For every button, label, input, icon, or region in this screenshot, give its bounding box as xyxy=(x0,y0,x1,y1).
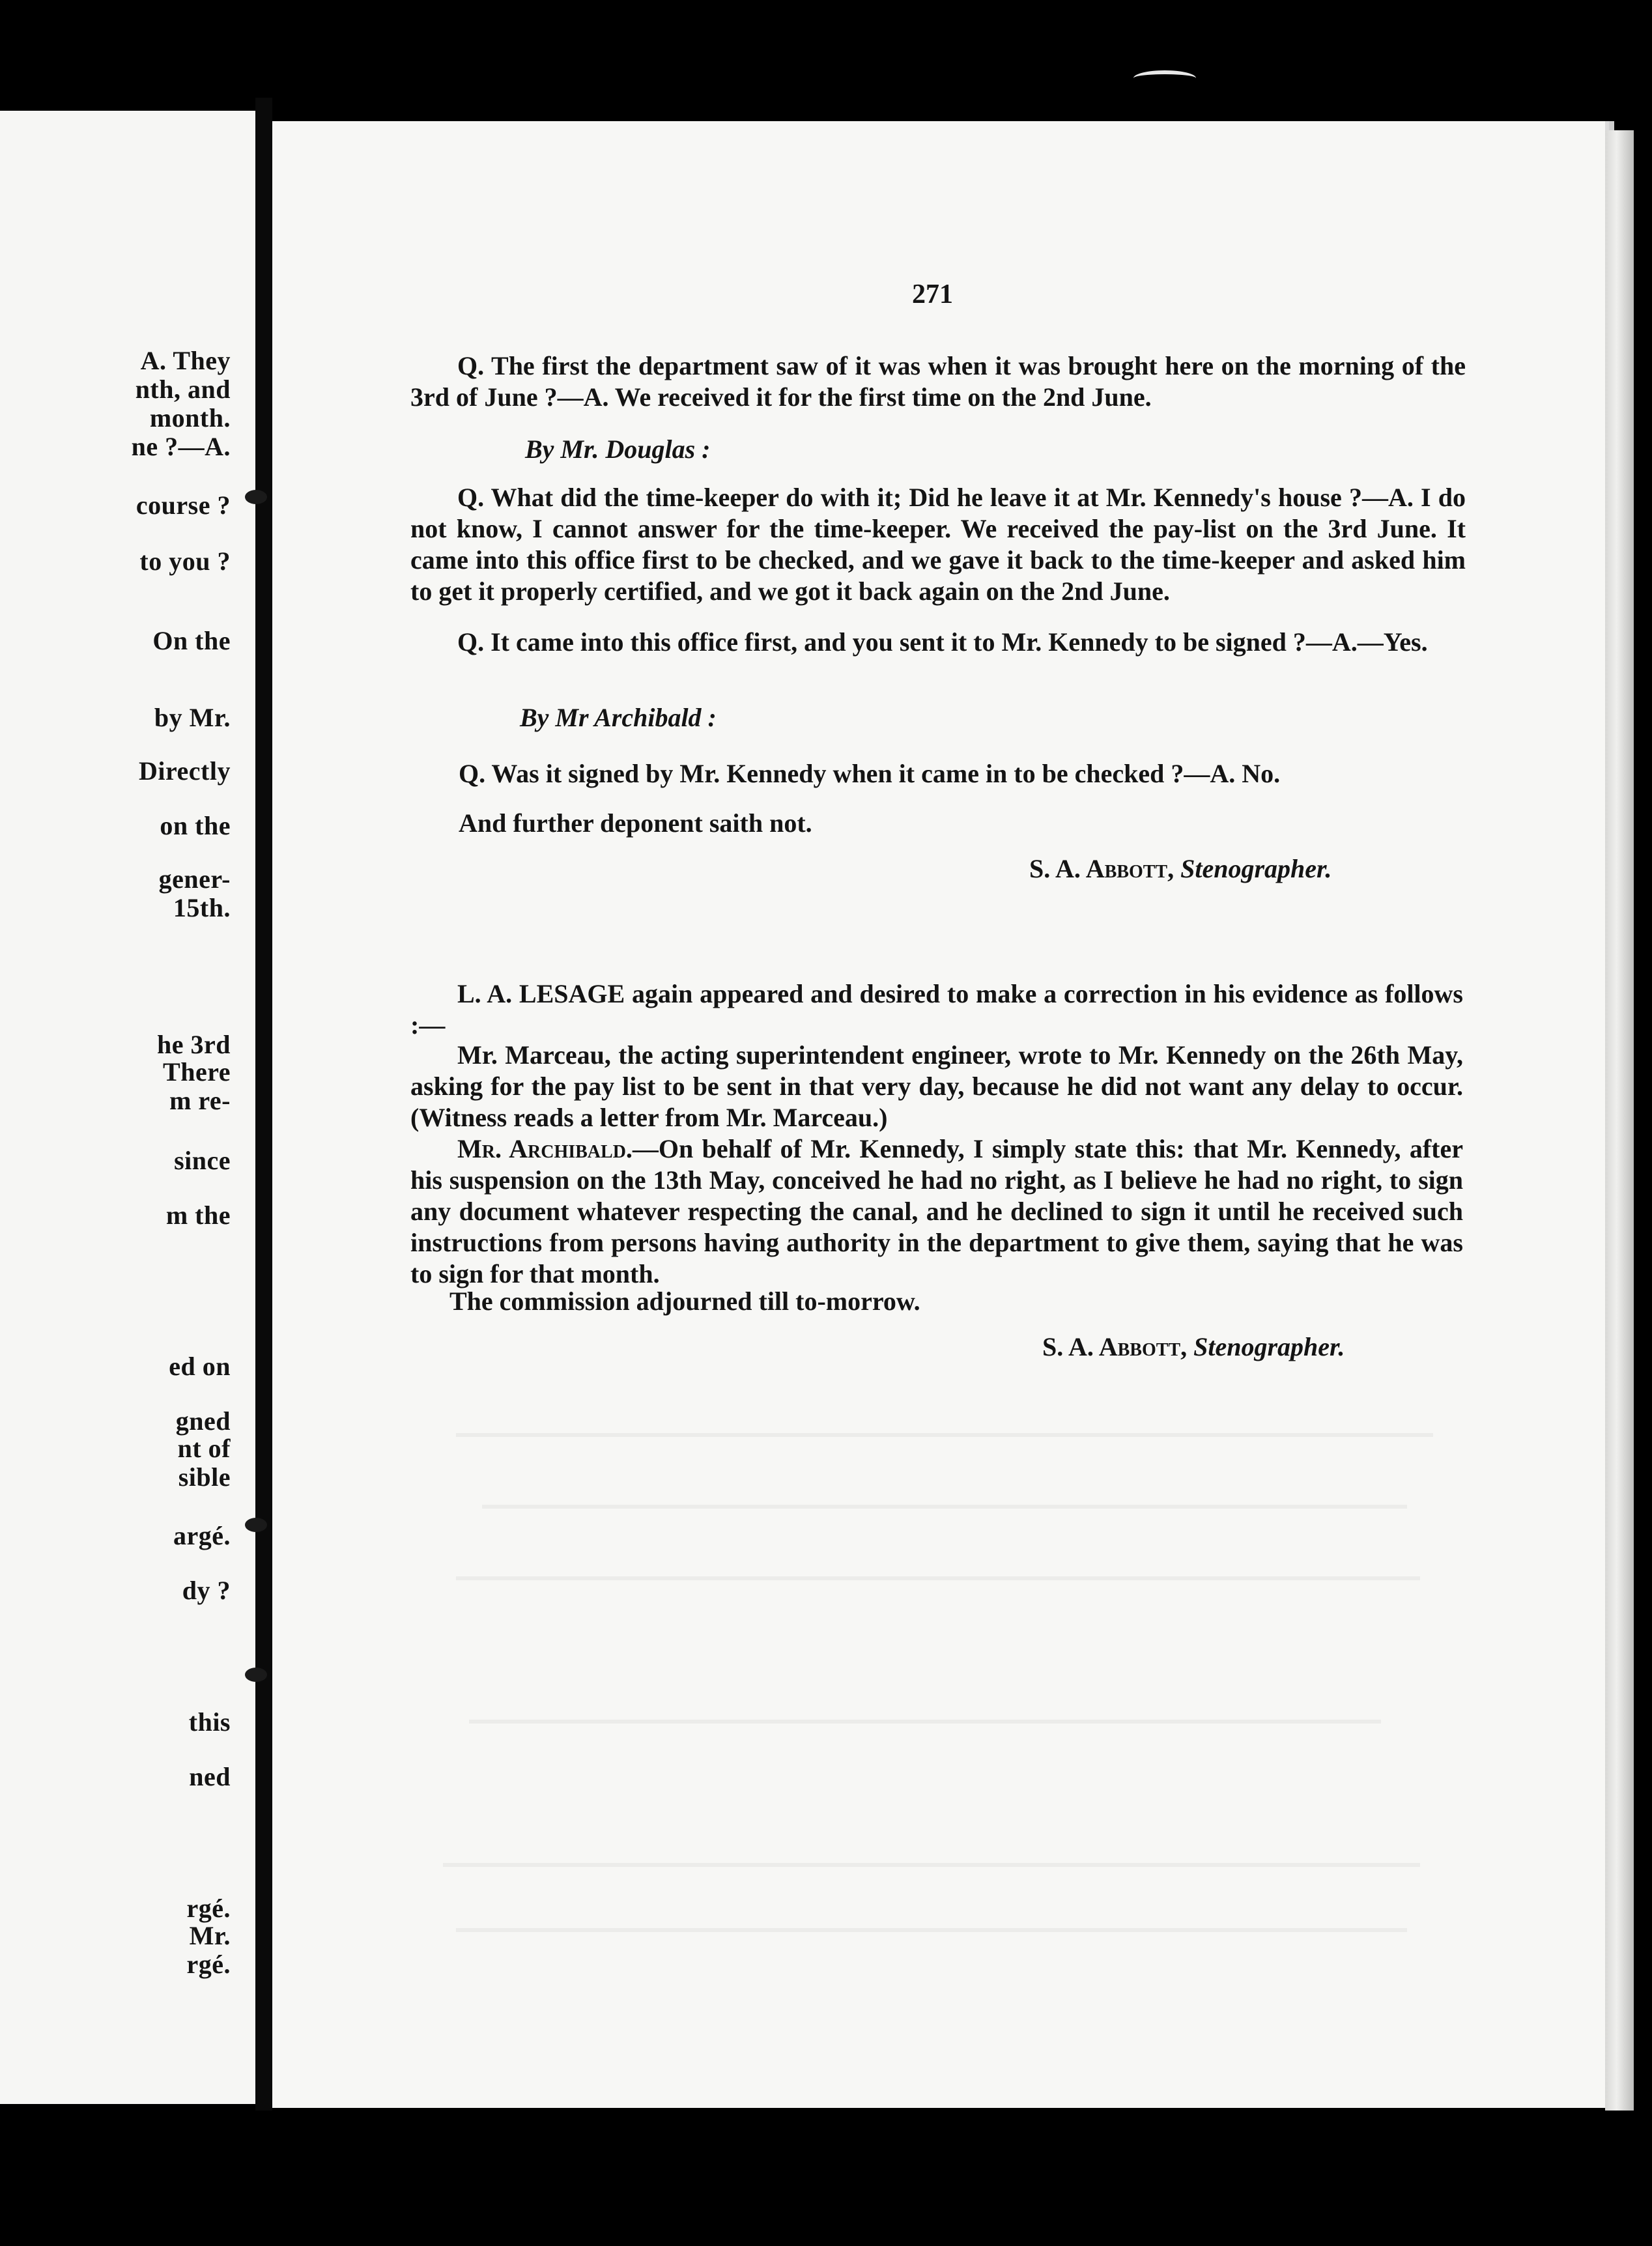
left-text-fragment: There xyxy=(163,1057,231,1087)
signature-name: S. A. Abbott, xyxy=(1042,1332,1188,1361)
left-text-fragment: A. They xyxy=(140,346,231,375)
left-page-fragment xyxy=(0,111,255,2104)
speaker-name: Mr. Archibald. xyxy=(457,1134,633,1163)
show-through-bleed xyxy=(456,1576,1420,1580)
left-text-fragment: nt of xyxy=(177,1434,231,1463)
paragraph-text: Q. It came into this office first, and you sent it to Mr. Kennedy to be signed ?—A.—Yes. xyxy=(457,627,1428,657)
left-text-fragment: m re- xyxy=(169,1086,231,1115)
left-text-fragment: rgé. xyxy=(186,1950,231,1979)
binding-stitch xyxy=(245,1518,267,1532)
show-through-bleed xyxy=(443,1863,1420,1867)
left-text-fragment: rgé. xyxy=(186,1894,231,1923)
left-text-fragment: m the xyxy=(165,1201,231,1230)
show-through-bleed xyxy=(456,1928,1407,1932)
paragraph-text: Q. The first the department saw of it was when it was brought here on the morning of the 3rd of June ?—A. We received it for the first time on the 2nd June. xyxy=(410,351,1466,412)
left-text-fragment: nth, and xyxy=(135,375,231,404)
scan-artifact xyxy=(1133,70,1196,86)
signature-title: Stenographer. xyxy=(1180,854,1332,883)
left-text-fragment: since xyxy=(174,1146,231,1175)
paragraph-text: L. A. LESAGE again appeared and desired to make a correction in his evidence as follows :— xyxy=(410,979,1463,1040)
signature-2 xyxy=(1042,1331,1345,1362)
paragraph-text: Q. What did the time-keeper do with it; Did he leave it at Mr. Kennedy's house ?—A. I do not know, I cannot answer for the time-keeper. We received the pay-list on the 3rd June. It came into this office first to be checked, and we gave it back to the time-keeper and asked him to get it properly certified, and we got it back again on the 2nd June. xyxy=(410,483,1466,606)
left-text-fragment: he 3rd xyxy=(157,1030,231,1059)
show-through-bleed xyxy=(469,1720,1381,1724)
left-text-fragment: Mr. xyxy=(189,1921,231,1950)
left-text-fragment: course ? xyxy=(135,490,231,520)
paragraph-question-4: Q. Was it signed by Mr. Kennedy when it came in to be checked ?—A. No. xyxy=(459,759,1281,788)
paragraph-question-1 xyxy=(410,350,1466,413)
book-spine xyxy=(255,98,272,2111)
left-text-fragment: month. xyxy=(149,403,231,433)
left-text-fragment: ned xyxy=(189,1762,231,1791)
left-text-fragment: ed on xyxy=(169,1352,231,1381)
signature-name: S. A. Abbott, xyxy=(1029,854,1175,883)
paragraph-text xyxy=(410,1133,1463,1290)
paragraph-question-3 xyxy=(410,627,1466,658)
paragraph-question-2 xyxy=(410,482,1466,607)
paragraph-lesage xyxy=(410,978,1463,1041)
left-text-fragment: this xyxy=(188,1707,231,1737)
binding-stitch xyxy=(245,490,267,504)
left-text-fragment: Directly xyxy=(139,756,231,786)
signature-title: Stenographer. xyxy=(1193,1332,1345,1361)
examiner-heading-archibald: By Mr Archibald : xyxy=(520,703,717,732)
left-text-fragment: On the xyxy=(152,626,231,655)
left-text-fragment: dy ? xyxy=(182,1576,231,1605)
adjournment-line: The commission adjourned till to-morrow. xyxy=(449,1286,920,1316)
paragraph-text: Mr. Marceau, the acting superintendent engineer, wrote to Mr. Kennedy on the 26th May, asking for the pay list to be sent in that very day, because he did not want any delay to occur. (Witness reads a letter from Mr. Marceau.) xyxy=(410,1040,1463,1132)
page-number: 271 xyxy=(912,279,953,309)
left-text-fragment: to you ? xyxy=(139,547,231,576)
left-text-fragment: gener- xyxy=(158,864,231,894)
left-text-fragment: by Mr. xyxy=(154,703,231,732)
left-text-fragment: 15th. xyxy=(173,893,231,922)
deponent-closing-line: And further deponent saith not. xyxy=(459,808,812,838)
page-edge xyxy=(1605,130,1634,2111)
paragraph-marceau xyxy=(410,1040,1463,1133)
show-through-bleed xyxy=(482,1505,1407,1509)
left-text-fragment: ne ?—A. xyxy=(131,432,231,461)
paragraph-archibald-statement xyxy=(410,1133,1463,1290)
left-text-fragment: argé. xyxy=(173,1521,231,1550)
signature-1 xyxy=(1029,853,1332,884)
left-text-fragment: sible xyxy=(178,1462,231,1492)
left-text-fragment: on the xyxy=(160,811,231,840)
left-text-fragment: gned xyxy=(175,1406,231,1436)
examiner-heading-douglas: By Mr. Douglas : xyxy=(525,434,711,464)
statement-text: —On behalf of Mr. Kennedy, I simply state this: that Mr. Kennedy, after his suspension on the 13th May, conceived he had no right, as I believe he had no right, to sign any document whatever respecting the canal, and he declined to sign it until he received such instructions from persons having authority in the department to give them, saying that he was to sign for that month. xyxy=(410,1134,1463,1288)
binding-stitch xyxy=(245,1668,267,1682)
show-through-bleed xyxy=(456,1433,1433,1437)
